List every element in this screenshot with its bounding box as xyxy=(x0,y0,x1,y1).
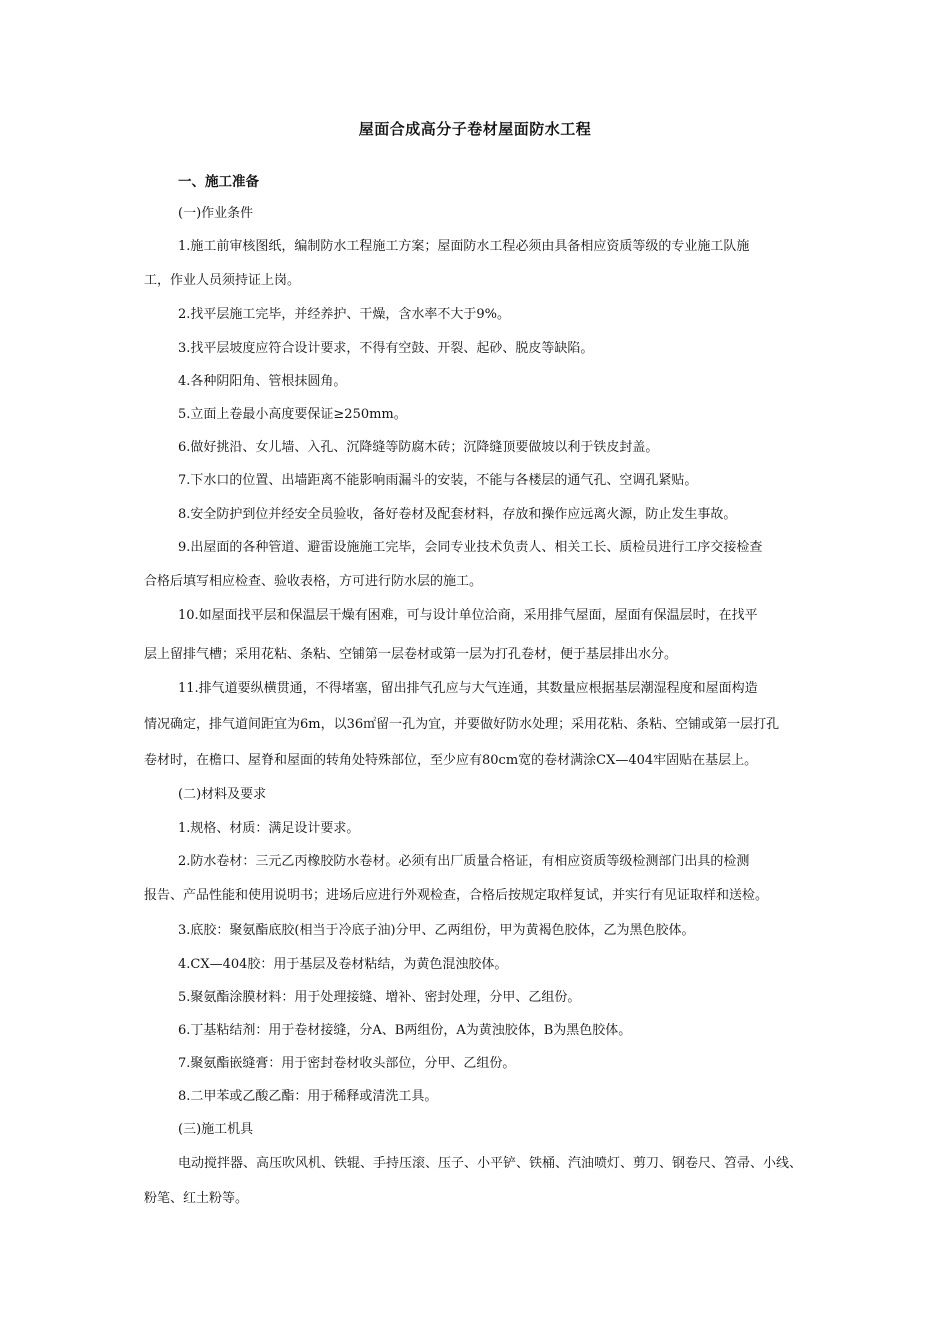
subheading-tools: (三)施工机具 xyxy=(178,1122,254,1137)
paragraph-line: 4.CX—404胶：用于基层及卷材粘结，为黄色混浊胶体。 xyxy=(178,957,508,972)
paragraph-line: 7.聚氨酯嵌缝膏：用于密封卷材收头部位，分甲、乙组份。 xyxy=(178,1056,516,1071)
paragraph-line: 10.如屋面找平层和保温层干燥有困难，可与设计单位洽商，采用排气屋面，屋面有保温层时，在找平 xyxy=(178,608,758,623)
paragraph-line: 电动搅拌器、高压吹风机、铁辊、手持压滚、压子、小平铲、铁桶、汽油喷灯、剪刀、钢卷尺、笤帚、小线、 xyxy=(178,1156,803,1171)
paragraph-line: 1.施工前审核图纸，编制防水工程施工方案；屋面防水工程必须由具备相应资质等级的专业施工队施 xyxy=(178,239,750,254)
paragraph-line: 7.下水口的位置、出墙距离不能影响雨漏斗的安装，不能与各楼层的通气孔、空调孔紧贴。 xyxy=(178,473,698,488)
document-title: 屋面合成高分子卷材屋面防水工程 xyxy=(358,120,592,138)
paragraph-line: 情况确定，排气道间距宜为6m，以36㎡留一孔为宜，并要做好防水处理；采用花粘、条粘、空铺或第一层打孔 xyxy=(144,717,780,732)
paragraph-line: 合格后填写相应检查、验收表格，方可进行防水层的施工。 xyxy=(144,574,483,589)
paragraph-line: 9.出屋面的各种管道、避雷设施施工完毕，会同专业技术负责人、相关工长、质检员进行工序交接检查 xyxy=(178,540,763,555)
paragraph-line: 8.安全防护到位并经安全员验收，备好卷材及配套材料，存放和操作应远离火源，防止发生事故。 xyxy=(178,507,737,522)
paragraph-line: 3.底胶：聚氨酯底胶(相当于冷底子油)分甲、乙两组份，甲为黄褐色胶体，乙为黑色胶体。 xyxy=(178,923,695,938)
paragraph-line: 粉笔、红土粉等。 xyxy=(144,1191,249,1206)
paragraph-line: 卷材时，在檐口、屋脊和屋面的转角处特殊部位，至少应有80cm宽的卷材满涂CX—404牢固贴在基层上。 xyxy=(144,753,758,768)
paragraph-line: 6.丁基粘结剂：用于卷材接缝，分A、B两组份，A为黄浊胶体，B为黑色胶体。 xyxy=(178,1023,632,1038)
paragraph-line: 3.找平层坡度应符合设计要求，不得有空鼓、开裂、起砂、脱皮等缺陷。 xyxy=(178,341,594,356)
paragraph-line: 2.防水卷材：三元乙丙橡胶防水卷材。必须有出厂质量合格证，有相应资质等级检测部门出具的检测 xyxy=(178,854,750,869)
paragraph-line: 5.立面上卷最小高度要保证≥250mm。 xyxy=(178,407,407,422)
paragraph-line: 5.聚氨酯涂膜材料：用于处理接缝、增补、密封处理，分甲、乙组份。 xyxy=(178,990,581,1005)
subheading-materials: (二)材料及要求 xyxy=(178,787,267,802)
paragraph-line: 2.找平层施工完毕，并经养护、干燥，含水率不大于9%。 xyxy=(178,307,511,322)
paragraph-line: 4.各种阴阳角、管根抹圆角。 xyxy=(178,374,347,389)
subheading-work-conditions: (一)作业条件 xyxy=(178,206,254,221)
section-heading-preparation: 一、施工准备 xyxy=(178,174,259,190)
paragraph-line: 11.排气道要纵横贯通，不得堵塞，留出排气孔应与大气连通，其数量应根据基层潮湿程度和屋面构造 xyxy=(178,681,758,696)
paragraph-line: 报告、产品性能和使用说明书；进场后应进行外观检查，合格后按规定取样复试，并实行有见证取样和送检。 xyxy=(144,888,769,903)
paragraph-line: 8.二甲苯或乙酸乙酯：用于稀释或清洗工具。 xyxy=(178,1089,438,1104)
paragraph-line: 工，作业人员须持证上岗。 xyxy=(144,273,301,288)
paragraph-line: 6.做好挑沿、女儿墙、入孔、沉降缝等防腐木砖；沉降缝顶要做坡以利于铁皮封盖。 xyxy=(178,440,659,455)
paragraph-line: 1.规格、材质：满足设计要求。 xyxy=(178,821,360,836)
paragraph-line: 层上留排气槽；采用花粘、条粘、空铺第一层卷材或第一层为打孔卷材，便于基层排出水分。 xyxy=(144,647,678,662)
